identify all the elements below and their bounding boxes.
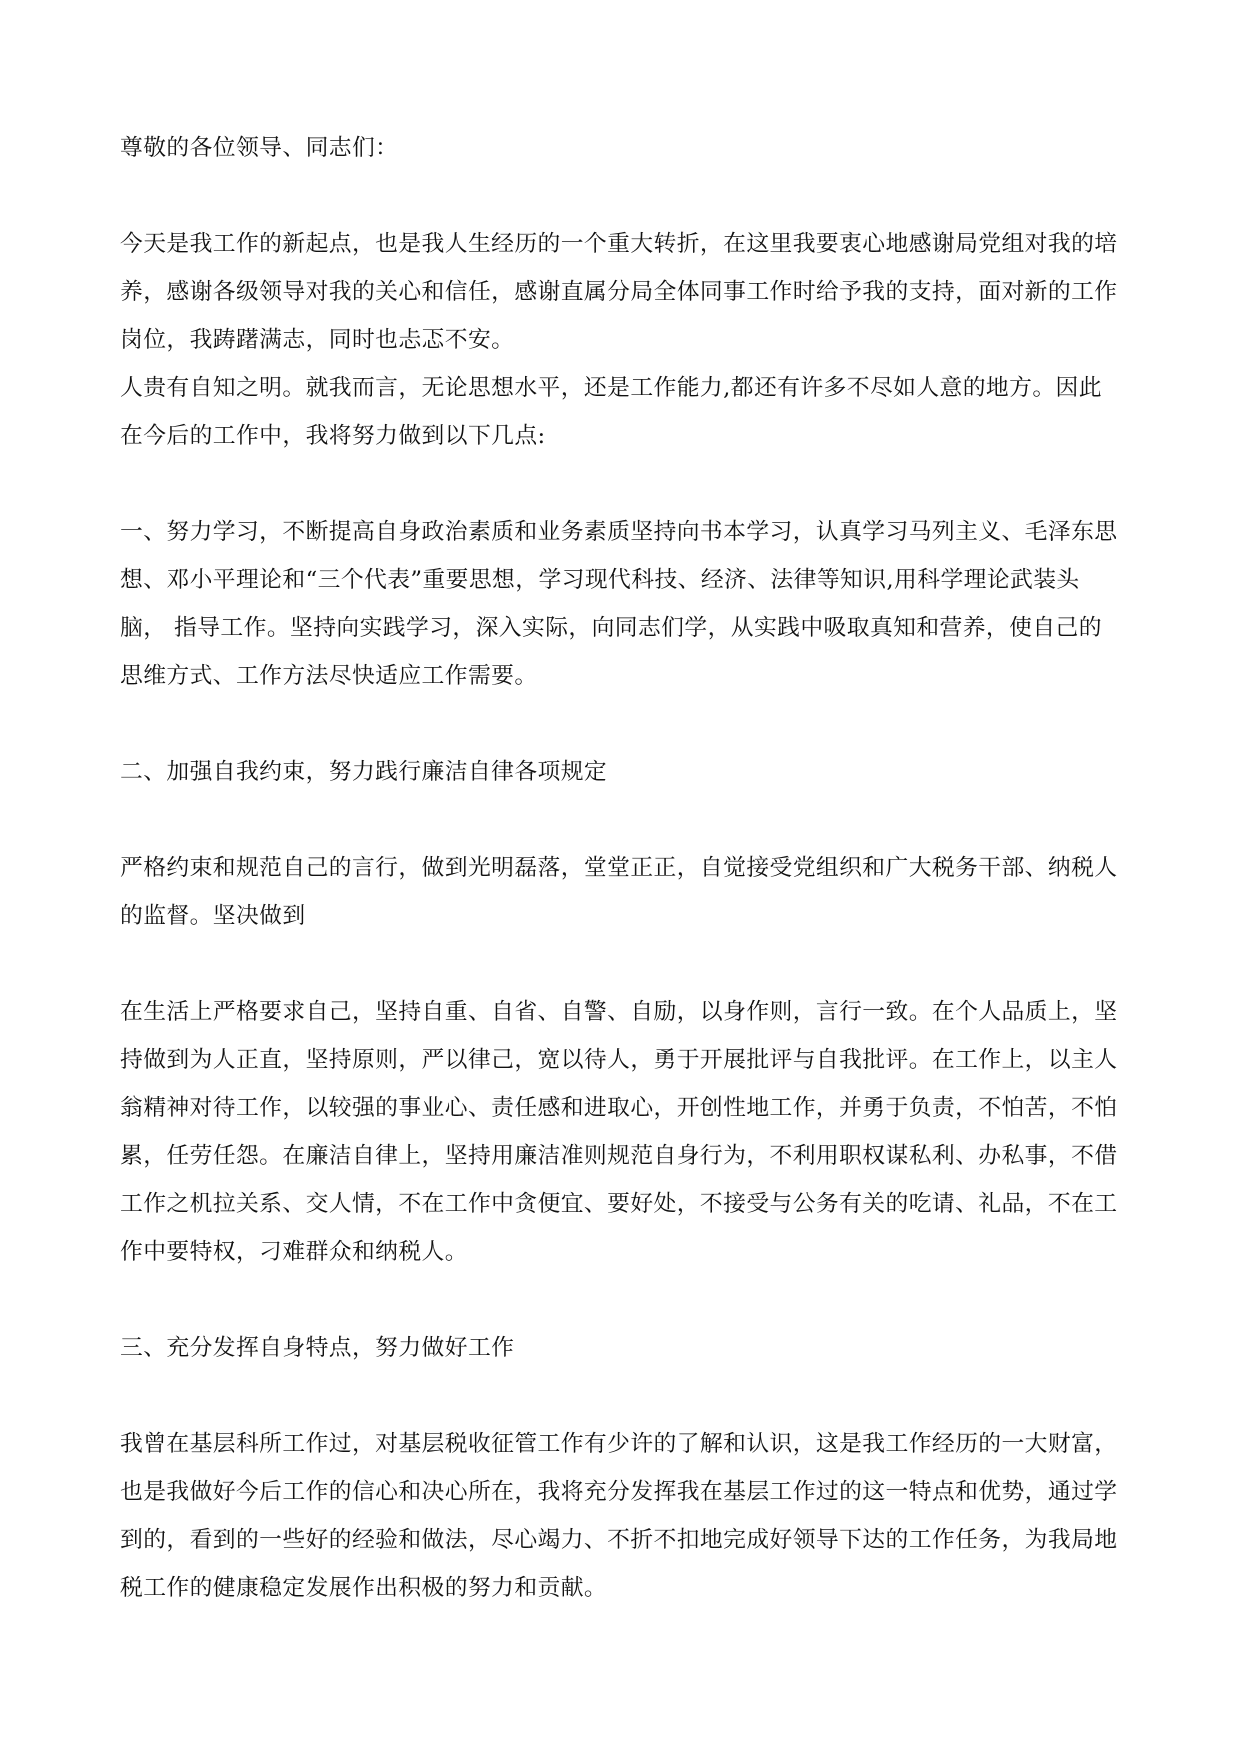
paragraph-conduct-details: 在生活上严格要求自己，坚持自重、自省、自警、自励，以身作则，言行一致。在个人品质上，坚持做到为人正直，坚持原则，严以律己，宽以待人，勇于开展批评与自我批评。在工作上，以主人翁精神对待工作，以较强的事业心、责任感和进取心，开创性地工作，并勇于负责，不怕苦，不怕累，任劳任怨。在廉洁自律上，坚持用廉洁准则规范自身行为，不利用职权谋私利、办私事，不借工作之机拉关系、交人情，不在工作中贪便宜、要好处，不接受与公务有关的吃请、礼品，不在工作中要特权，刁难群众和纳税人。 <box>120 999 1118 1265</box>
salutation: 尊敬的各位领导、同志们： <box>120 135 399 161</box>
paragraph-spacer <box>120 1372 1122 1420</box>
section-one-study: 一、努力学习，不断提高自身政治素质和业务素质坚持向书本学习，认真学习马列主义、毛泽东思想、邓小平理论和“三个代表”重要思想，学习现代科技、经济、法律等知识,用科学理论武装头脑， 指导工作。坚持向实践学习，深入实际，向同志们学，从实践中吸取真知和营养，使自己的思维方式、工作方法尽快适应工作需要。 <box>120 519 1118 689</box>
document-body <box>120 124 1122 1612</box>
paragraph-spacer <box>120 460 1122 508</box>
paragraph-spacer <box>120 1276 1122 1324</box>
paragraph-grassroots-experience: 我曾在基层科所工作过，对基层税收征管工作有少许的了解和认识，这是我工作经历的一大财富，也是我做好今后工作的信心和决心所在，我将充分发挥我在基层工作过的这一特点和优势，通过学到的，看到的一些好的经验和做法，尽心竭力、不折不扣地完成好领导下达的工作任务，为我局地税工作的健康稳定发展作出积极的努力和贡献。 <box>120 1431 1118 1601</box>
section-three-heading: 三、充分发挥自身特点，努力做好工作 <box>120 1335 515 1361</box>
paragraph-self-discipline: 严格约束和规范自己的言行，做到光明磊落，堂堂正正，自觉接受党组织和广大税务干部、纳税人的监督。坚决做到 <box>120 855 1118 929</box>
paragraph-self-assessment: 人贵有自知之明。就我而言，无论思想水平，还是工作能力,都还有许多不尽如人意的地方。因此在今后的工作中，我将努力做到以下几点: <box>120 375 1102 449</box>
paragraph-spacer <box>120 700 1122 748</box>
section-two-heading: 二、加强自我约束，努力践行廉洁自律各项规定 <box>120 759 608 785</box>
paragraph-intro-gratitude: 今天是我工作的新起点，也是我人生经历的一个重大转折，在这里我要衷心地感谢局党组对我的培养，感谢各级领导对我的关心和信任，感谢直属分局全体同事工作时给予我的支持，面对新的工作岗位，我踌躇满志，同时也忐忑不安。 <box>120 231 1118 353</box>
paragraph-spacer <box>120 940 1122 988</box>
paragraph-spacer <box>120 796 1122 844</box>
